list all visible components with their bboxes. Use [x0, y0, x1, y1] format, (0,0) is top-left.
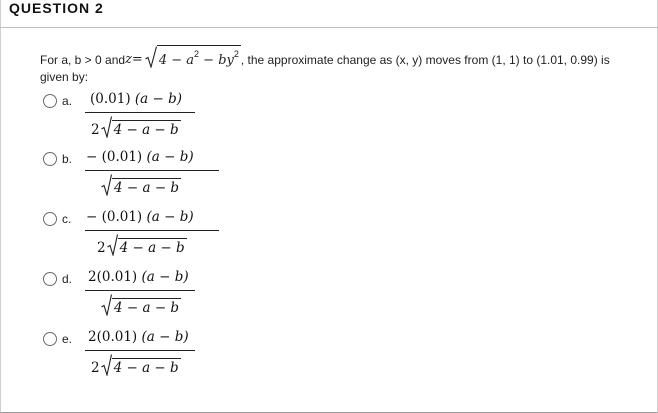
denominator-coefficient: 2: [97, 240, 106, 256]
stem-equals: =: [131, 52, 143, 67]
numerator-constant: (0.01): [90, 91, 131, 107]
stem-sqrt: [145, 45, 241, 68]
radio-button[interactable]: [43, 212, 57, 226]
numerator: [86, 209, 194, 225]
radical-sign-icon: [101, 174, 112, 196]
denominator-radicand: 4 − a − b: [113, 360, 179, 376]
question-stem: [40, 44, 652, 85]
question-title: QUESTION 2: [9, 0, 104, 16]
numerator: [88, 269, 189, 285]
numerator-variables: (a − b): [141, 269, 189, 285]
option-letter: b.: [62, 152, 73, 166]
numerator-constant: (0.01): [96, 269, 138, 285]
numerator: [90, 91, 182, 107]
option-letter: d.: [62, 272, 73, 286]
denominator: [91, 354, 181, 376]
numerator-variables: (a − b): [146, 209, 194, 225]
numerator-coefficient: 2: [88, 269, 97, 285]
numerator-variables: (a − b): [134, 91, 183, 107]
numerator-constant: (0.01): [101, 149, 143, 165]
radical-sign-icon: [107, 234, 118, 256]
numerator-variables: (a − b): [141, 329, 189, 345]
numerator-sign: −: [86, 149, 102, 165]
stem-prefix: For a, b > 0 and: [40, 53, 126, 67]
denominator-radicand: 4 − a − b: [119, 240, 185, 256]
radical-sign-icon: [101, 294, 112, 316]
radio-button[interactable]: [43, 94, 57, 108]
title-divider: [0, 27, 658, 28]
radical-sign-icon: [145, 46, 157, 68]
radical-sign-icon: [101, 116, 112, 138]
radicand-sup1: 2: [194, 49, 200, 59]
numerator-coefficient: 2: [88, 329, 97, 345]
numerator-constant: (0.01): [101, 209, 143, 225]
radicand-b: − by: [199, 53, 234, 68]
numerator-variables: (a − b): [146, 149, 194, 165]
denominator: [101, 294, 181, 316]
denominator: [101, 174, 181, 196]
radio-button[interactable]: [43, 332, 57, 346]
numerator: [86, 149, 194, 165]
radicand-sup2: 2: [233, 49, 239, 59]
radicand-a: 4 − a: [158, 53, 195, 68]
numerator-sign: −: [86, 209, 102, 225]
numerator-constant: (0.01): [96, 329, 138, 345]
fraction-bar: [85, 170, 219, 171]
fraction-bar: [85, 112, 195, 113]
option-letter: e.: [62, 332, 73, 346]
radio-button[interactable]: [43, 272, 57, 286]
fraction-bar: [85, 290, 195, 291]
stem-line2: given by:: [40, 70, 89, 84]
fraction-bar: [85, 350, 195, 351]
numerator: [88, 329, 189, 345]
denominator: [97, 234, 187, 256]
option-letter: a.: [62, 94, 73, 108]
fraction-bar: [85, 230, 219, 231]
denominator-radicand: 4 − a − b: [114, 180, 180, 196]
denominator: [91, 116, 181, 138]
option-letter: c.: [62, 212, 72, 226]
radical-sign-icon: [101, 354, 112, 376]
stem-z: z: [125, 52, 132, 67]
denominator-radicand: 4 − a − b: [114, 300, 180, 316]
denominator-coefficient: 2: [91, 122, 100, 138]
radio-button[interactable]: [43, 152, 57, 166]
stem-suffix: , the approximate change as (x, y) moves from (1, 1) to (1.01, 0.99) is: [240, 53, 610, 67]
denominator-coefficient: 2: [91, 360, 100, 376]
denominator-radicand: 4 − a − b: [113, 122, 179, 138]
